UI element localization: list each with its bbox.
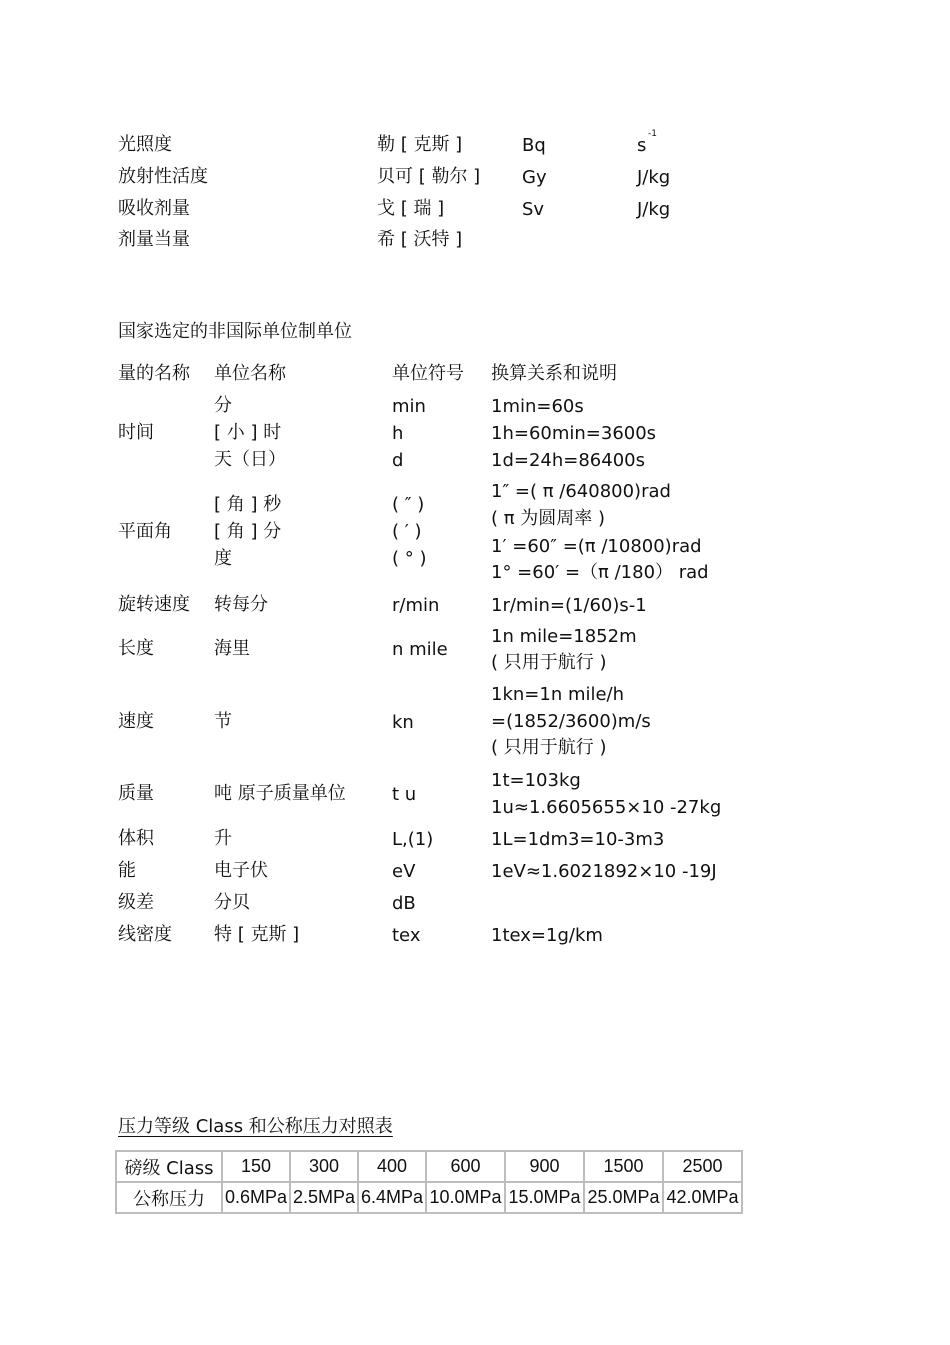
- unit-symbol: h: [392, 423, 404, 444]
- unit-symbol: t u: [392, 784, 417, 805]
- unit-symbol: r/min: [392, 595, 440, 616]
- table-cell: 400: [358, 1151, 426, 1182]
- header-quantity: 量的名称: [118, 363, 190, 384]
- header-unit-name: 单位名称: [214, 363, 286, 384]
- unit-symbol: Sv: [522, 199, 545, 220]
- table-cell: 2500: [663, 1151, 742, 1182]
- relation-text: 1d=24h=86400s: [491, 450, 645, 471]
- quantity-name: 质量: [118, 783, 154, 804]
- quantity-name: 光照度: [118, 134, 172, 155]
- unit-name: 分: [214, 395, 232, 416]
- relation-text: 1L=1dm3=10-3m3: [491, 829, 665, 850]
- table-row: [116, 1182, 742, 1213]
- unit-name: 电子伏: [214, 860, 268, 881]
- table-cell: 2.5MPa: [290, 1182, 358, 1213]
- unit-name: 转每分: [214, 594, 268, 615]
- unit-name: 希 [ 沃特 ]: [377, 229, 463, 250]
- table-cell: 42.0MPa: [663, 1182, 742, 1213]
- unit-symbol: ( ″ ): [392, 494, 425, 515]
- relation-text: 1kn=1n mile/h: [491, 684, 625, 705]
- unit-name: 戈 [ 瑞 ]: [377, 198, 445, 219]
- table-cell: 6.4MPa: [358, 1182, 426, 1213]
- relation-text: 1min=60s: [491, 396, 584, 417]
- relation-text: 1′ =60″ =(π /10800)rad: [491, 536, 702, 557]
- relation-text: =(1852/3600)m/s: [491, 711, 651, 732]
- relation-text: ( π 为圆周率 ): [491, 508, 606, 529]
- unit-name: 节: [214, 711, 232, 732]
- unit-name: 贝可 [ 勒尔 ]: [377, 166, 481, 187]
- table-cell: 15.0MPa: [505, 1182, 584, 1213]
- expression-superscript: -1: [648, 129, 657, 139]
- unit-symbol: min: [392, 396, 426, 417]
- unit-symbol: tex: [392, 925, 421, 946]
- quantity-name: 级差: [118, 892, 154, 913]
- header-relation: 换算关系和说明: [491, 363, 617, 384]
- quantity-name: 能: [118, 860, 136, 881]
- table-cell: 25.0MPa: [584, 1182, 663, 1213]
- unit-name: [ 小 ] 时: [214, 422, 282, 443]
- unit-name: 升: [214, 828, 232, 849]
- relation-text: ( 只用于航行 ): [491, 737, 607, 758]
- unit-name: 吨 原子质量单位: [214, 783, 346, 804]
- table-cell: 600: [426, 1151, 505, 1182]
- quantity-name: 剂量当量: [118, 229, 190, 250]
- unit-name: 特 [ 克斯 ]: [214, 924, 300, 945]
- relation-text: 1n mile=1852m: [491, 626, 637, 647]
- table-cell: 10.0MPa: [426, 1182, 505, 1213]
- quantity-name: 平面角: [118, 521, 172, 542]
- unit-name: 勒 [ 克斯 ]: [377, 134, 463, 155]
- unit-name: 海里: [214, 638, 250, 659]
- pressure-class-table: [115, 1150, 743, 1214]
- relation-text: 1h=60min=3600s: [491, 423, 657, 444]
- unit-symbol: n mile: [392, 639, 448, 660]
- quantity-name: 长度: [118, 638, 154, 659]
- unit-symbol: Gy: [522, 167, 547, 188]
- unit-symbol: eV: [392, 861, 416, 882]
- unit-expression: J/kg: [637, 199, 671, 220]
- relation-text: 1tex=1g/km: [491, 925, 603, 946]
- unit-symbol: ( ′ ): [392, 521, 422, 542]
- table-cell: 150: [222, 1151, 290, 1182]
- unit-symbol: dB: [392, 893, 416, 914]
- unit-name: 分贝: [214, 892, 250, 913]
- section-title: 国家选定的非国际单位制单位: [118, 321, 352, 342]
- unit-expression: [637, 129, 657, 156]
- header-unit-symbol: 单位符号: [392, 363, 464, 384]
- table-cell: 磅级 Class: [116, 1151, 222, 1182]
- quantity-name: 时间: [118, 422, 154, 443]
- quantity-name: 吸收剂量: [118, 198, 190, 219]
- table-cell: 1500: [584, 1151, 663, 1182]
- quantity-name: 旋转速度: [118, 594, 190, 615]
- unit-name: 度: [214, 548, 232, 569]
- relation-text: 1u≈1.6605655×10 -27kg: [491, 797, 722, 818]
- unit-symbol: L,(1): [392, 829, 434, 850]
- table-row: [116, 1151, 742, 1182]
- unit-symbol: Bq: [522, 135, 546, 156]
- relation-text: 1° =60′ =（π /180） rad: [491, 562, 709, 583]
- table-cell: 0.6MPa: [222, 1182, 290, 1213]
- table-cell: 900: [505, 1151, 584, 1182]
- quantity-name: 速度: [118, 711, 154, 732]
- unit-symbol: kn: [392, 712, 414, 733]
- unit-expression: J/kg: [637, 167, 671, 188]
- table-cell: 公称压力: [116, 1182, 222, 1213]
- unit-name: 天（日）: [214, 449, 286, 470]
- unit-symbol: ( ° ): [392, 548, 427, 569]
- quantity-name: 体积: [118, 828, 154, 849]
- unit-symbol: d: [392, 450, 404, 471]
- relation-text: 1t=103kg: [491, 770, 581, 791]
- relation-text: 1r/min=(1/60)s-1: [491, 595, 647, 616]
- unit-name: [ 角 ] 秒: [214, 494, 282, 515]
- expression-base: s: [637, 135, 647, 156]
- relation-text: 1″ =( π /640800)rad: [491, 481, 671, 502]
- relation-text: ( 只用于航行 ): [491, 652, 607, 673]
- table-cell: 300: [290, 1151, 358, 1182]
- unit-name: [ 角 ] 分: [214, 521, 282, 542]
- pressure-table-title: 压力等级 Class 和公称压力对照表: [118, 1116, 393, 1137]
- quantity-name: 放射性活度: [118, 166, 208, 187]
- quantity-name: 线密度: [118, 924, 172, 945]
- relation-text: 1eV≈1.6021892×10 -19J: [491, 861, 717, 882]
